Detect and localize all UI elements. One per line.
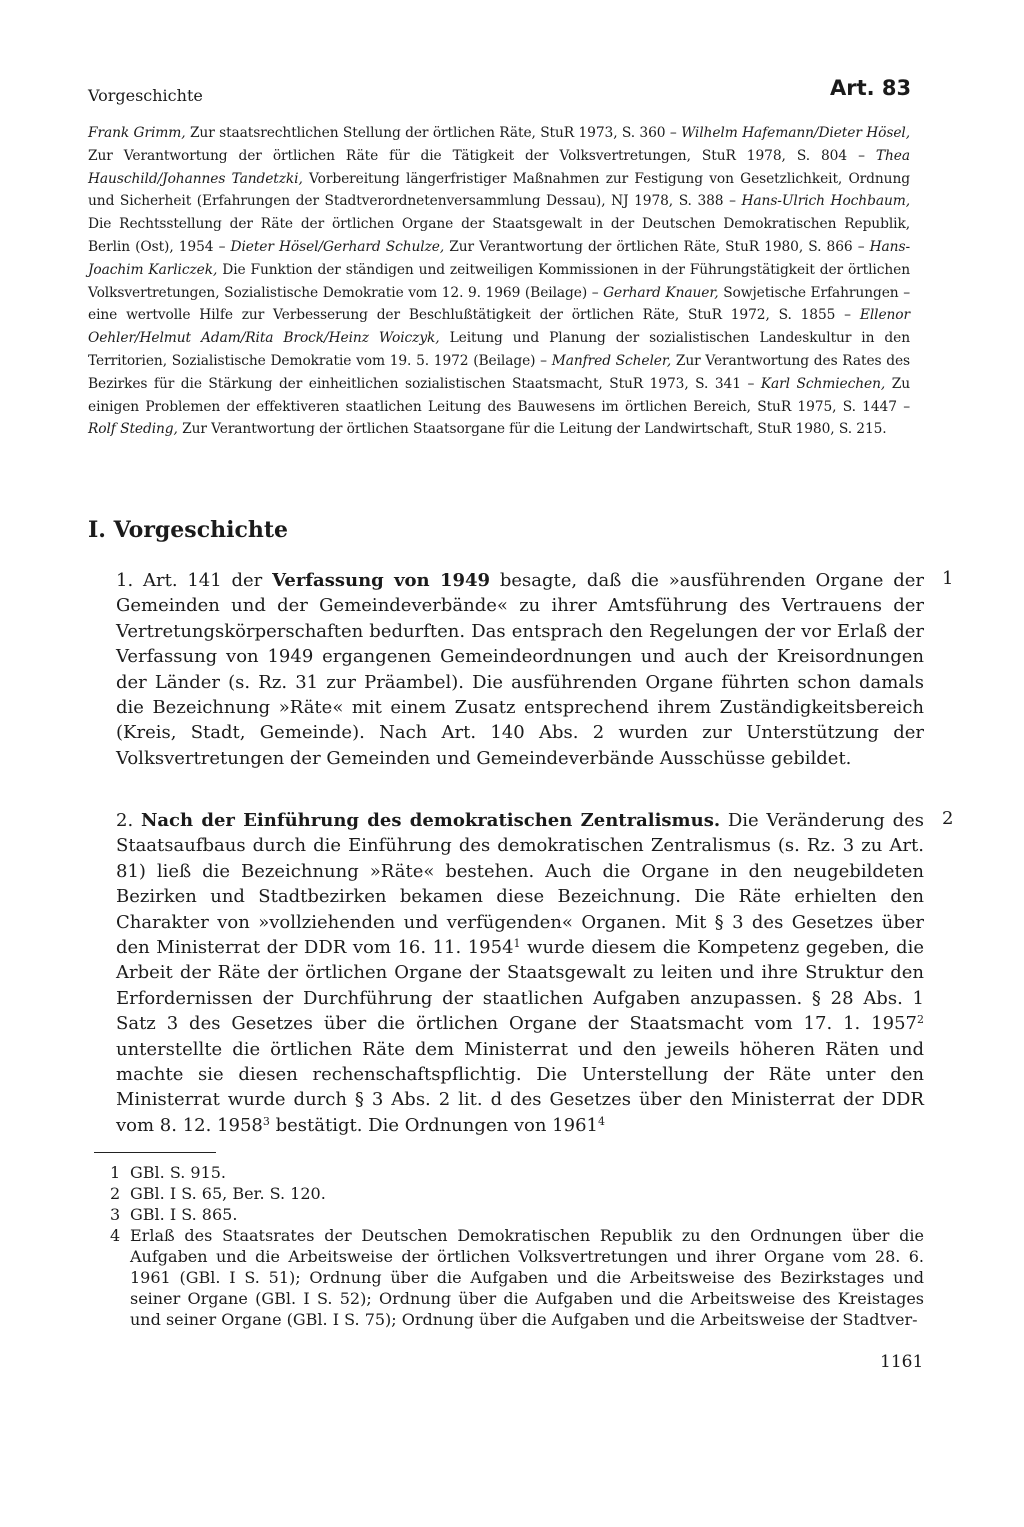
lit-text: Die Rechtsstellung der Räte der örtlichen Organe der Staatsgewalt in der Deutschen Demokratischen Republik, Berlin (Ost), 1954 –	[88, 216, 910, 255]
page-number: 1161	[880, 1352, 924, 1372]
lit-author: Karl Schmiechen,	[760, 375, 886, 392]
footnote-text: GBl. S. 915.	[130, 1163, 227, 1182]
paragraph-bold-term: Nach der Einführung des demokratischen Zentralismus.	[140, 810, 721, 831]
lit-author: Thea Hauschild/Johannes Tandetzki,	[88, 147, 910, 187]
paragraph-2	[94, 808, 924, 1138]
lit-author: Wilhelm Hafemann/Dieter Hösel,	[681, 125, 911, 141]
footnote-number: 4	[110, 1226, 121, 1245]
lit-author: Dieter Hösel/Gerhard Schulze,	[230, 238, 445, 255]
lit-text: Die Funktion der ständigen und zeitweiligen Kommissionen in der Führungstätigkeit der örtlichen Volksvertretungen, Sozialistische Demokratie vom 12. 9. 1969 (Beilage) –	[88, 261, 910, 301]
lit-author: Ellenor Oehler/Helmut Adam/Rita Brock/Heinz Woiczyk,	[88, 307, 910, 347]
section-heading: I. Vorgeschichte	[88, 517, 288, 543]
footnote-1	[94, 1162, 924, 1183]
lit-text: Zur staatsrechtlichen Stellung der örtlichen Räte, StuR 1973, S. 360 –	[185, 125, 682, 141]
paragraph-text: besagte, daß die »ausführenden Organe der Gemeinden und der Gemeindeverbände« zu ihrer Amtsführung des Vertrauens der Vertretungskörperschaften bedurften. Das entsprach den Regelungen der vor Erlaß der Verfassung von 1949 ergangenen Gemeindeordnungen und auch der Kreisordnungen der Länder (s. Rz. 31 zur Präambel). Die ausführenden Organe führten schon damals die Bezeichnung »Räte« mit einem Zusatz entsprechend ihrem Zuständigkeitsbereich (Kreis, Stadt, Gemeinde). Nach Art. 140 Abs. 2 wurden zur Unterstützung der Volksvertretungen der Gemeinden und Gemeindeverbände Ausschüsse gebildet.	[116, 570, 924, 769]
margin-number-2: 2	[942, 808, 954, 829]
paragraph-bold-term: Verfassung von 1949	[272, 570, 491, 591]
footnote-3	[94, 1204, 924, 1225]
footnote-text: GBl. I S. 65, Ber. S. 120.	[130, 1184, 326, 1203]
footnote-text: Erlaß des Staatsrates der Deutschen Demokratischen Republik zu den Ordnungen über die Aufgaben und die Arbeitsweise der örtlichen Volksvertretungen und ihrer Organe vom 28. 6. 1961 (GBl. I S. 51); Ordnung über die Aufgaben und die Arbeitsweise des Bezirkstages und seiner Organe (GBl. I S. 52); Ordnung über die Aufgaben und die Arbeitsweise des Kreistages und seiner Organe (GBl. I S. 75); Ordnung über die Aufgaben und die Arbeitsweise der Stadtver-	[130, 1226, 924, 1329]
paragraph-1	[94, 568, 924, 771]
footnote-ref-1: 1	[513, 937, 521, 951]
footnote-2	[94, 1183, 924, 1204]
running-header-article: Art. 83	[830, 76, 912, 100]
footnote-ref-2: 2	[917, 1013, 924, 1027]
margin-number-1: 1	[942, 568, 954, 589]
running-header-section: Vorgeschichte	[88, 86, 203, 105]
paragraph-text: wurde diesem die Kompetenz gegeben, die Arbeit der Räte der örtlichen Organe der Staatsgewalt zu leiten und ihre Struktur den Erfordernissen der Durchführung der staatlichen Aufgaben anzupassen. § 28 Abs. 1 Satz 3 des Gesetzes über die örtlichen Organe der Staatsmacht vom 17. 1. 1957	[116, 937, 924, 1035]
lit-text: Zu einigen Problemen der effektiveren staatlichen Leitung des Bauwesens im örtlichen Bereich, StuR 1975, S. 1447 –	[88, 375, 911, 415]
footnote-ref-4: 4	[598, 1114, 605, 1128]
lit-text: Zur Verantwortung der örtlichen Staatsorgane für die Leitung der Landwirtschaft, StuR 1980, S. 215.	[177, 421, 887, 438]
lit-text: Leitung und Planung der sozialistischen Landeskultur in den Territorien, Sozialistische Demokratie vom 19. 5. 1972 (Beilage) –	[88, 330, 910, 369]
paragraph-text: unterstellte die örtlichen Räte dem Ministerrat und den jeweils höheren Räten und machte sie diesen rechenschaftspflichtig. Die Unterstellung der Räte unter den Ministerrat wurde durch § 3 Abs. 2 lit. d des Gesetzes über den Ministerrat der DDR vom 8. 12. 1958	[116, 1038, 924, 1136]
lit-author: Gerhard Knauer,	[603, 284, 719, 301]
lit-author: Hans-Ulrich Hochbaum,	[741, 193, 910, 210]
literature-list	[88, 122, 910, 441]
paragraph-lead: Art. 141 der	[133, 570, 273, 591]
paragraph-number: 2.	[116, 810, 134, 831]
lit-text: Zur Verantwortung des Rates des Bezirkes für die Stärkung der einheitlichen sozialistischen Staatsmacht, StuR 1973, S. 341 –	[88, 352, 911, 392]
lit-author: Manfred Scheler,	[551, 352, 672, 369]
lit-text: Zur Verantwortung der örtlichen Räte, StuR 1980, S. 866 –	[444, 238, 870, 255]
paragraph-text: Die Veränderung des Staatsaufbaus durch die Einführung des demokratischen Zentralismus (s. Rz. 3 zu Art. 81) ließ die Bezeichnung »Räte« bestehen. Auch die Organe in den neugebildeten Bezirken und Stadtbezirken bekamen diese Bezeichnung. Die Räte erhielten den Charakter von »vollziehenden und verfügenden« Organen. Mit § 3 des Gesetzes über den Ministerrat der DDR vom 16. 11. 1954	[116, 810, 924, 959]
footnote-number: 3	[110, 1205, 121, 1224]
lit-text: Sowjetische Erfahrungen – eine wertvolle Hilfe zur Verbesserung der Beschlußtätigkeit der örtlichen Räte, StuR 1972, S. 1855 –	[88, 284, 910, 324]
footnote-divider	[94, 1152, 216, 1153]
lit-author: Hans-Joachim Karliczek,	[88, 238, 911, 278]
paragraph-text: bestätigt. Die Ordnungen von 1961	[269, 1114, 598, 1136]
lit-text: Zur Verantwortung der örtlichen Räte für die Tätigkeit der Volksvertretungen, StuR 1978, S. 804 –	[88, 147, 876, 164]
footnote-ref-3: 3	[262, 1114, 270, 1128]
paragraph-number: 1.	[116, 570, 134, 591]
lit-author: Frank Grimm,	[88, 125, 186, 141]
footnote-number: 2	[110, 1184, 121, 1203]
lit-text: Vorbereitung längerfristiger Maßnahmen zur Festigung von Gesetzlichkeit, Ordnung und Sicherheit (Erfahrungen der Stadtverordnetenversammlung Dessau), NJ 1978, S. 388 –	[88, 170, 910, 210]
footnote-number: 1	[110, 1163, 121, 1182]
footnote-text: GBl. I S. 865.	[130, 1205, 238, 1224]
footnote-4	[94, 1225, 924, 1330]
lit-author: Rolf Steding,	[88, 421, 178, 438]
